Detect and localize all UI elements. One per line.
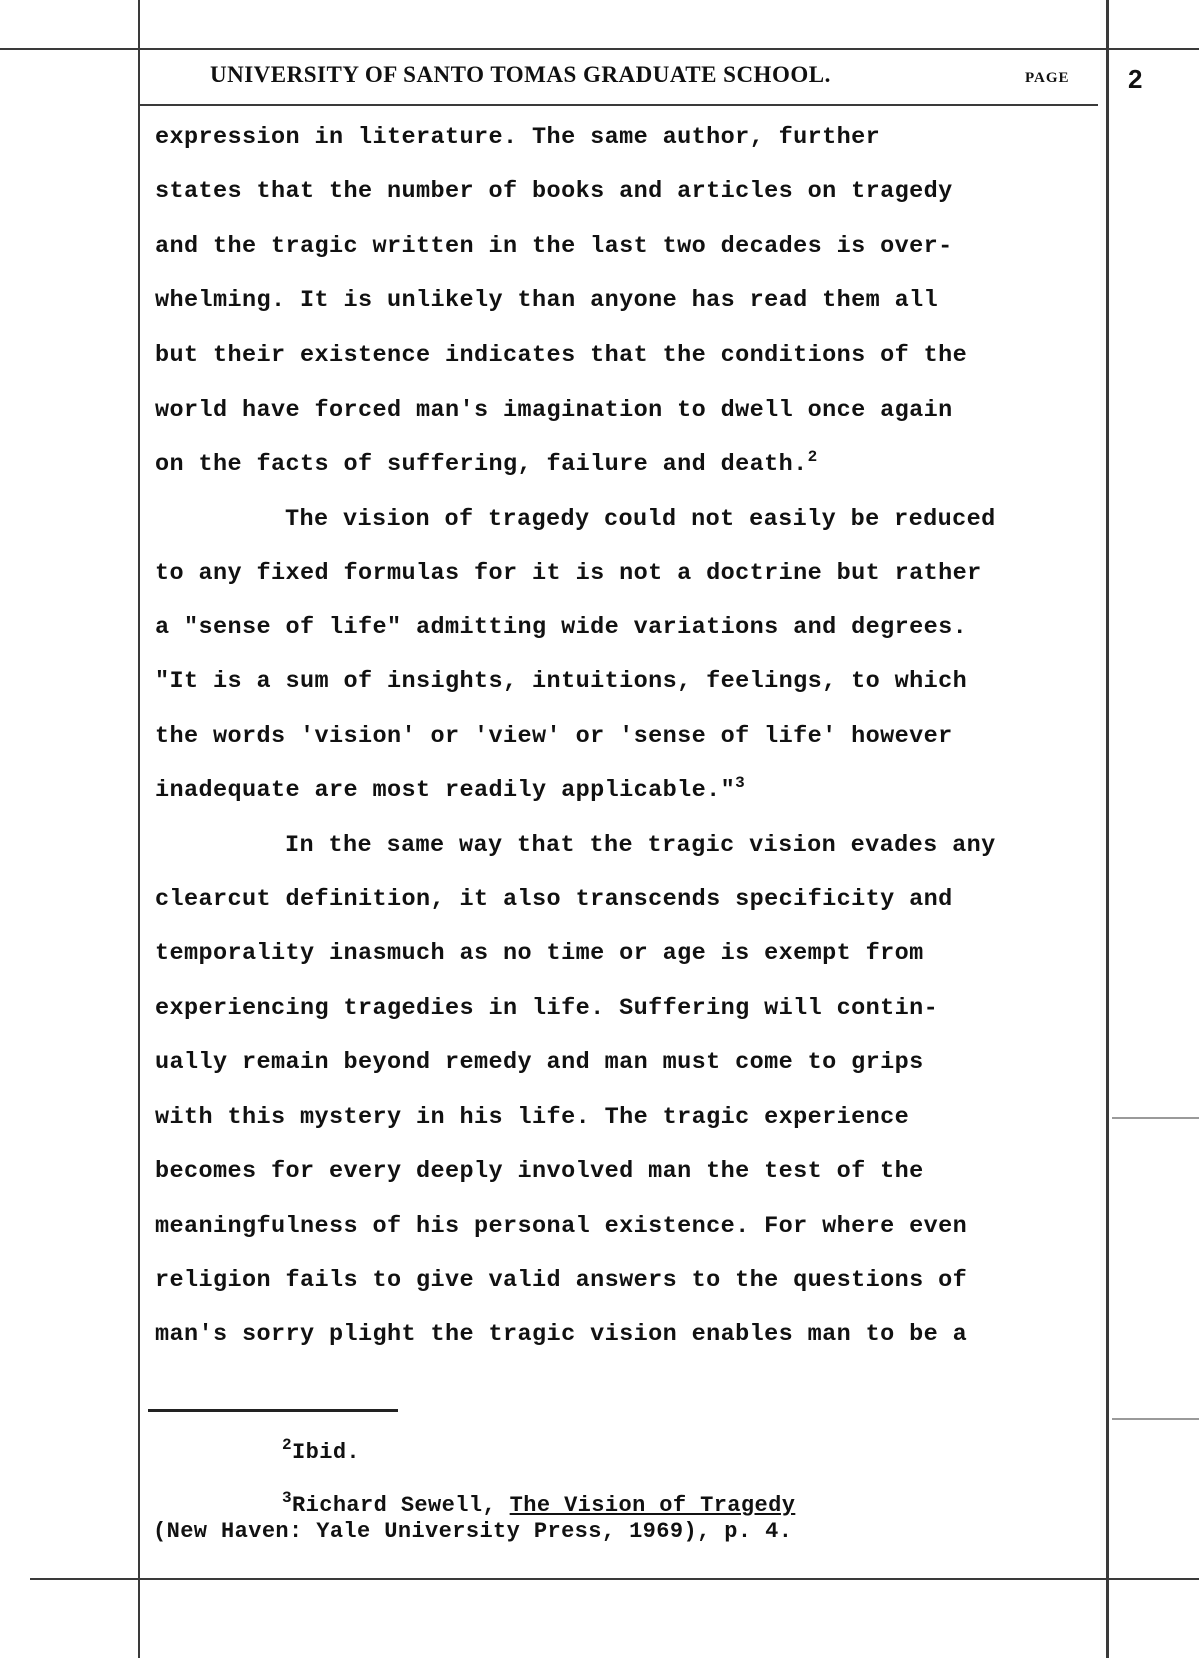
footnote-ref-3: 3 <box>735 774 746 792</box>
p1-line-4: whelming. It is unlikely than anyone has read them all <box>155 287 939 314</box>
footnote-3-author: Richard Sewell, <box>292 1493 510 1518</box>
page-label: PAGE <box>1025 70 1070 86</box>
body-text <box>155 0 1100 1400</box>
p3-line-8: meaningfulness of his personal existence. For where even <box>155 1213 968 1240</box>
p3-line-2: clearcut definition, it also transcends specificity and <box>155 886 953 913</box>
footnote-3-title: The Vision of Tragedy <box>509 1493 796 1518</box>
p3-line-1: In the same way that the tragic vision evades any <box>285 832 996 859</box>
p1-line-7-text: on the facts of suffering, failure and death. <box>155 451 808 478</box>
p1-line-6: world have forced man's imagination to dwell once again <box>155 397 953 424</box>
footnote-3 <box>282 1489 796 1518</box>
right-margin-rule <box>1106 0 1109 1658</box>
footnote-ref-2: 2 <box>807 448 818 466</box>
footnote-2-text: Ibid. <box>292 1440 361 1465</box>
p2-line-3: a "sense of life" admitting wide variations and degrees. <box>155 614 968 641</box>
page-header-title: UNIVERSITY OF SANTO TOMAS GRADUATE SCHOOL. <box>210 62 831 87</box>
p2-line-6 <box>155 774 746 804</box>
p3-line-4: experiencing tragedies in life. Suffering will contin- <box>155 995 939 1022</box>
p2-line-5: the words 'vision' or 'view' or 'sense of life' however <box>155 723 953 750</box>
p3-line-5: ually remain beyond remedy and man must come to grips <box>155 1049 924 1076</box>
bottom-rule <box>30 1578 1199 1580</box>
p1-line-3: and the tragic written in the last two decades is over- <box>155 233 953 260</box>
p3-line-6: with this mystery in his life. The tragic experience <box>155 1104 910 1131</box>
right-edge-tick-2 <box>1112 1418 1199 1420</box>
p2-line-2: to any fixed formulas for it is not a doctrine but rather <box>155 560 982 587</box>
p3-line-9: religion fails to give valid answers to the questions of <box>155 1267 968 1294</box>
p3-line-10: man's sorry plight the tragic vision enables man to be a <box>155 1321 968 1348</box>
footnote-separator <box>148 1409 398 1412</box>
footnote-2-mark: 2 <box>282 1436 293 1454</box>
p1-line-2: states that the number of books and articles on tragedy <box>155 178 953 205</box>
p2-line-1: The vision of tragedy could not easily be reduced <box>285 506 996 533</box>
p3-line-7: becomes for every deeply involved man the test of the <box>155 1158 924 1185</box>
p2-line-6-text: inadequate are most readily applicable." <box>155 777 736 804</box>
p1-line-5: but their existence indicates that the conditions of the <box>155 342 968 369</box>
right-edge-tick-1 <box>1112 1117 1199 1119</box>
p1-line-7 <box>155 448 818 478</box>
p3-line-3: temporality inasmuch as no time or age is exempt from <box>155 940 924 967</box>
footnote-3-mark: 3 <box>282 1489 293 1507</box>
footnote-3-publication: (New Haven: Yale University Press, 1969), p. 4. <box>153 1519 793 1544</box>
footnote-2 <box>282 1436 361 1465</box>
page-number: 2 <box>1128 64 1143 94</box>
p2-line-4: "It is a sum of insights, intuitions, feelings, to which <box>155 668 968 695</box>
left-margin-rule <box>138 0 140 1658</box>
p1-line-1: expression in literature. The same author, further <box>155 124 881 151</box>
